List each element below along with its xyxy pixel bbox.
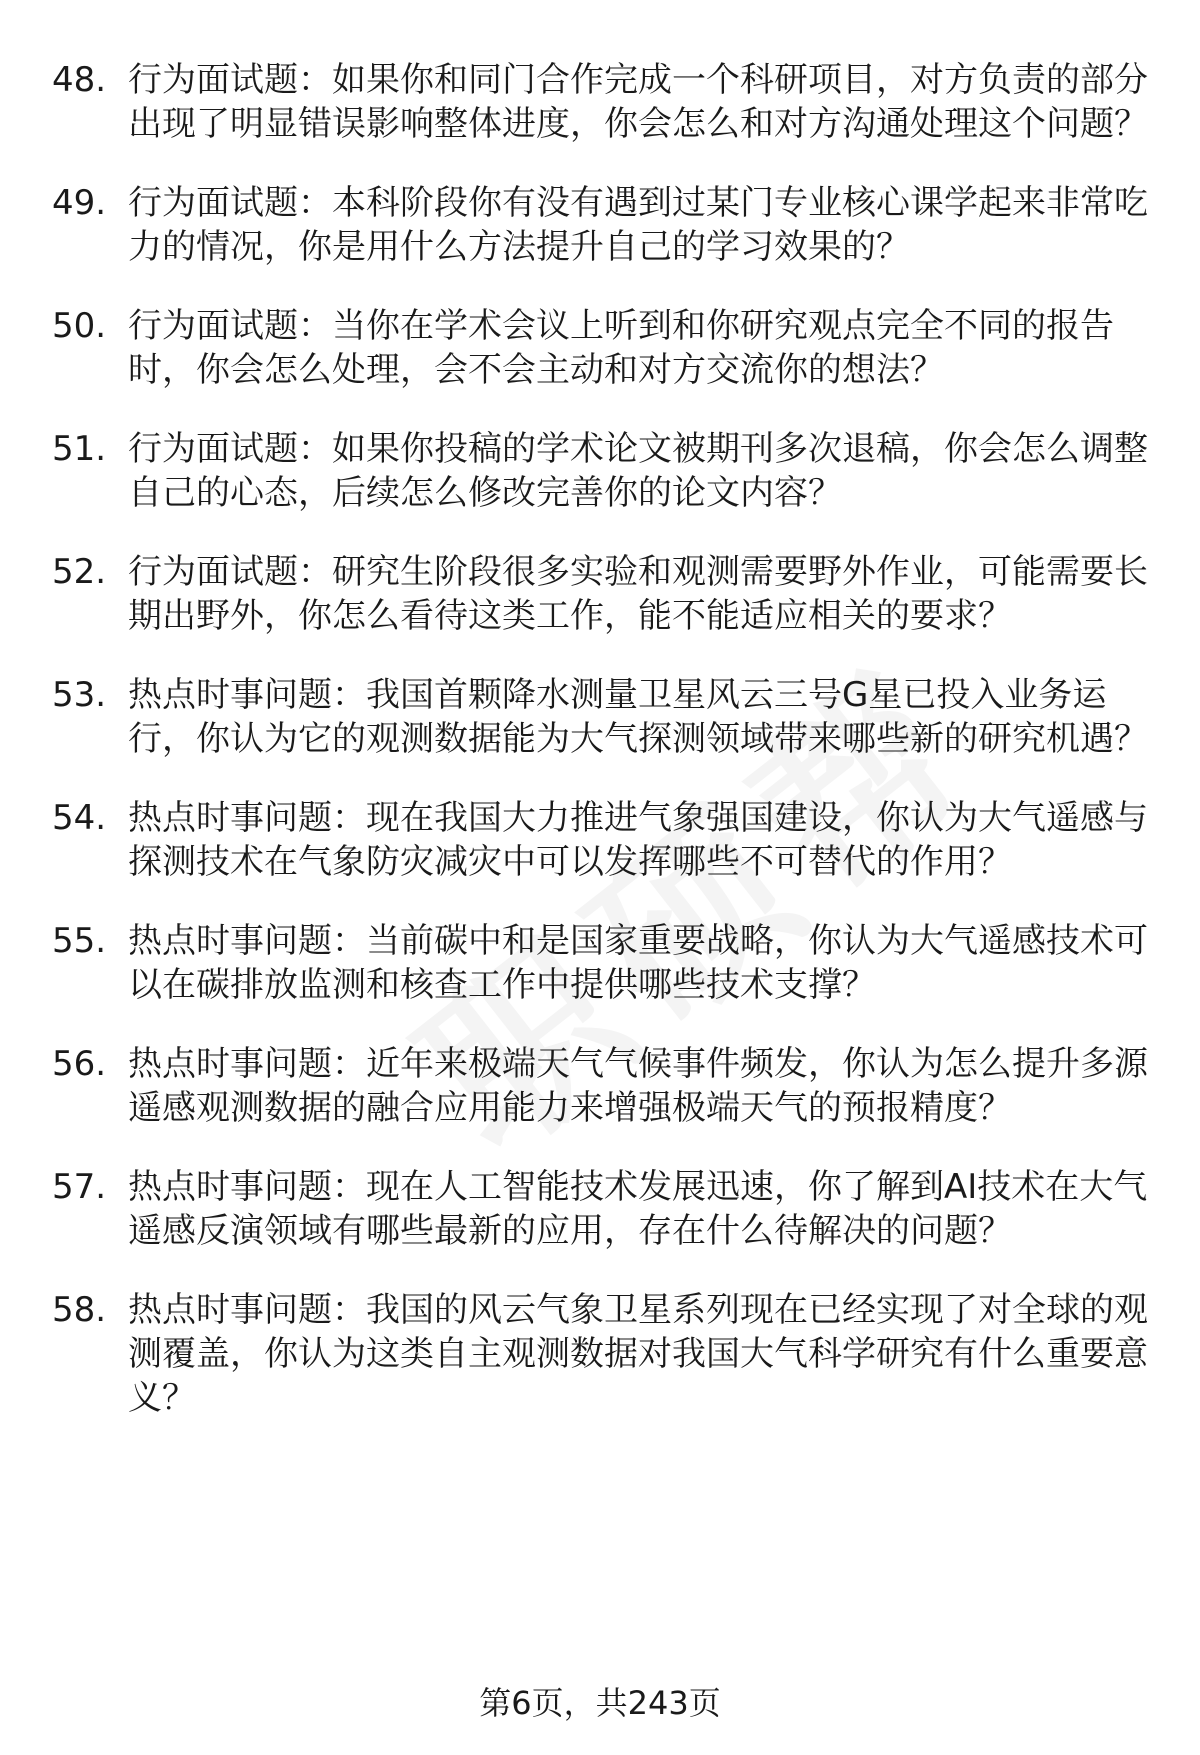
question-item	[52, 427, 1162, 515]
question-number: 55.	[52, 921, 107, 961]
question-text: 热点时事问题：近年来极端天气气候事件频发，你认为怎么提升多源遥感观测数据的融合应用能力来增强极端天气的预报精度？	[128, 1044, 1148, 1128]
question-item	[52, 1288, 1162, 1420]
question-item	[52, 58, 1162, 146]
page-footer: 第6页，共243页	[479, 1684, 721, 1722]
question-item	[52, 796, 1162, 884]
question-number: 58.	[52, 1290, 107, 1330]
question-text: 热点时事问题：我国首颗降水测量卫星风云三号G星已投入业务运行，你认为它的观测数据能为大气探测领域带来哪些新的研究机遇？	[128, 675, 1148, 759]
question-text: 行为面试题：如果你和同门合作完成一个科研项目，对方负责的部分出现了明显错误影响整体进度，你会怎么和对方沟通处理这个问题？	[128, 60, 1148, 144]
question-item	[52, 304, 1162, 392]
question-text: 行为面试题：研究生阶段很多实验和观测需要野外作业，可能需要长期出野外，你怎么看待这类工作，能不能适应相关的要求？	[128, 552, 1148, 636]
question-list	[52, 58, 1162, 1455]
question-item	[52, 1042, 1162, 1130]
question-text: 热点时事问题：当前碳中和是国家重要战略，你认为大气遥感技术可以在碳排放监测和核查工作中提供哪些技术支撑？	[128, 921, 1148, 1005]
question-text: 行为面试题：当你在学术会议上听到和你研究观点完全不同的报告时，你会怎么处理，会不会主动和对方交流你的想法？	[128, 306, 1114, 390]
question-text: 行为面试题：如果你投稿的学术论文被期刊多次退稿，你会怎么调整自己的心态，后续怎么修改完善你的论文内容？	[128, 429, 1148, 513]
question-number: 54.	[52, 798, 107, 838]
question-text: 热点时事问题：现在我国大力推进气象强国建设，你认为大气遥感与探测技术在气象防灾减灾中可以发挥哪些不可替代的作用？	[128, 798, 1148, 882]
question-number: 56.	[52, 1044, 107, 1084]
question-number: 49.	[52, 183, 107, 223]
question-item	[52, 1165, 1162, 1253]
question-number: 57.	[52, 1167, 107, 1207]
question-number: 52.	[52, 552, 107, 592]
question-item	[52, 673, 1162, 761]
question-item	[52, 919, 1162, 1007]
question-text: 行为面试题：本科阶段你有没有遇到过某门专业核心课学起来非常吃力的情况，你是用什么方法提升自己的学习效果的？	[128, 183, 1148, 267]
question-number: 53.	[52, 675, 107, 715]
question-number: 48.	[52, 60, 107, 100]
question-text: 热点时事问题：现在人工智能技术发展迅速，你了解到AI技术在大气遥感反演领域有哪些最新的应用，存在什么待解决的问题？	[128, 1167, 1148, 1251]
question-number: 50.	[52, 306, 107, 346]
question-number: 51.	[52, 429, 107, 469]
question-item	[52, 550, 1162, 638]
question-text: 热点时事问题：我国的风云气象卫星系列现在已经实现了对全球的观测覆盖，你认为这类自主观测数据对我国大气科学研究有什么重要意义？	[128, 1290, 1148, 1418]
question-item	[52, 181, 1162, 269]
